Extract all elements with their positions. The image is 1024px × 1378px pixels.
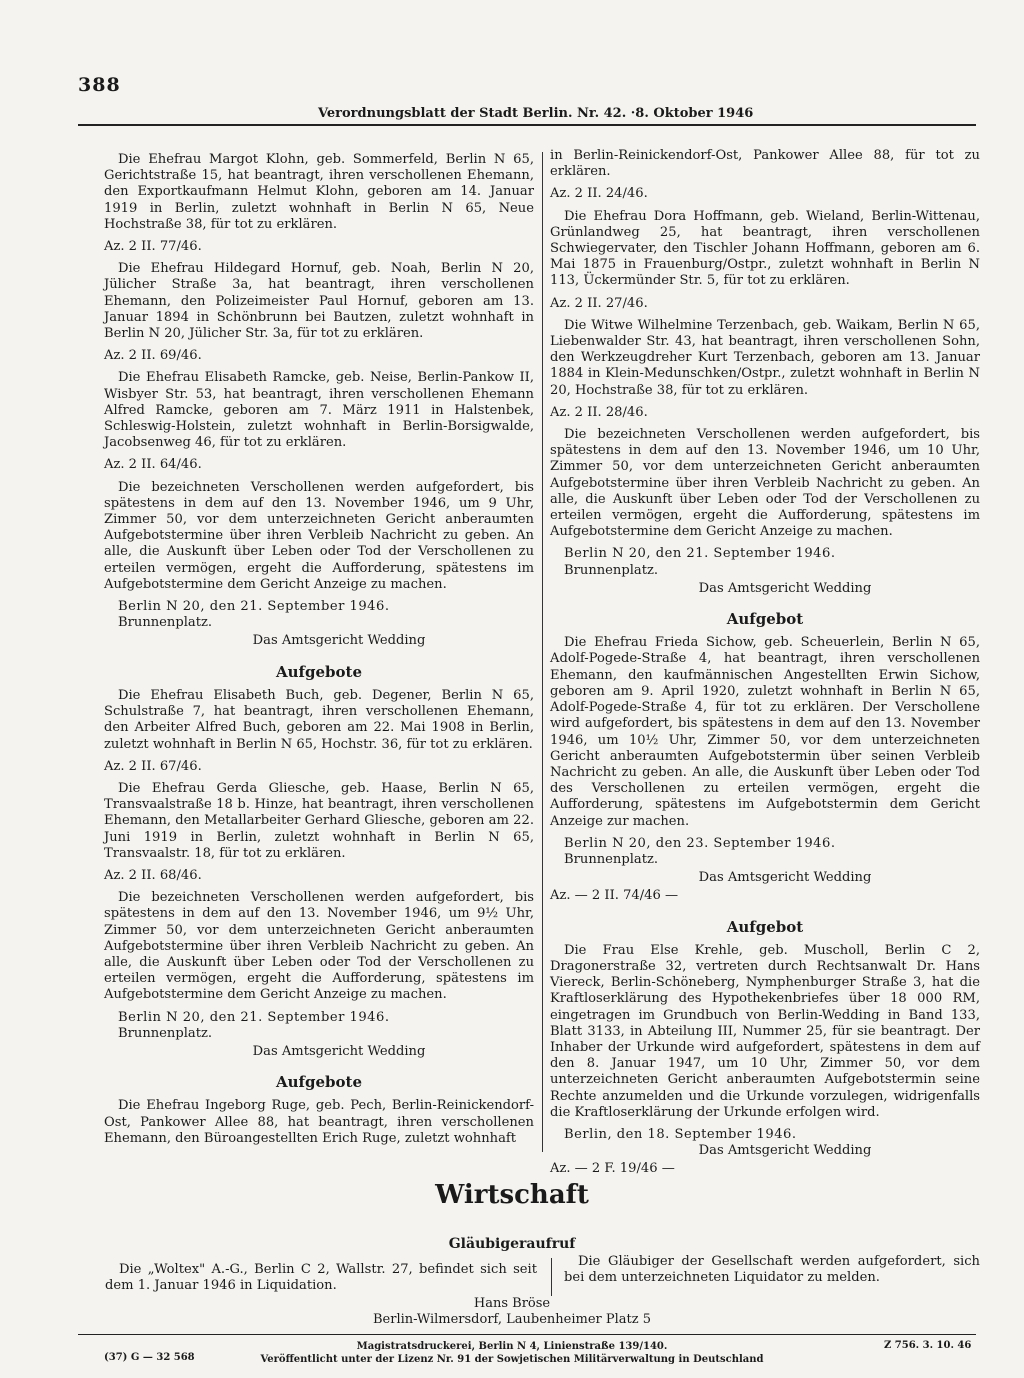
- footer-printer: Magistratsdruckerei, Berlin N 4, Linienstraße 139/140.: [356, 1341, 668, 1352]
- notice-krehle: Die Frau Else Krehle, geb. Muscholl, Berlin C 2, Dragonerstraße 32, vertreten durch Rechtsanwalt Dr. Hans Viereck, Berlin-Schöneberg, Nymphenburger Straße 3, hat die Kraftloserklärung des Hypothekenbriefes über 18 000 RM, eingetragen im Grundbuch von Berlin-Wedding in Band 133, Blatt 3133, in Abteilung III, Nummer 25, für sie beantragt. Der Inhaber der Urkunde wird aufgefordert, spätestens in dem auf den 8. Januar 1947, um 10 Uhr, Zimmer 50, vor dem unterzeichneten Gericht anberaumten Aufgebotstermin seine Rechte anzumelden und die Urkunde vorzulegen, widrigenfalls die Kraftloserklärung der Urkunde erfolgen wird.: [550, 942, 980, 1120]
- case-number: Az. 2 II. 28/46.: [550, 404, 648, 420]
- place-street: Brunnenplatz.: [564, 851, 659, 867]
- court-signature: Das Amtsgericht Wedding: [698, 580, 872, 596]
- woltex-notice-right: Die Gläubiger der Gesellschaft werden aufgefordert, sich bei dem unterzeichneten Liquidator zu melden.: [564, 1254, 980, 1286]
- case-number: Az. 2 II. 27/46.: [550, 295, 648, 311]
- place-street: Brunnenplatz.: [118, 1025, 213, 1041]
- footer-print-date: Z 756. 3. 10. 46: [884, 1340, 972, 1351]
- column-divider: [542, 152, 543, 1152]
- court-signature: Das Amtsgericht Wedding: [698, 1143, 872, 1159]
- running-head: Verordnungsblatt der Stadt Berlin. Nr. 42. ·8. Oktober 1946: [318, 106, 754, 121]
- section-heading: Aufgebote: [276, 1073, 362, 1092]
- header-rule: [78, 124, 976, 126]
- column-divider: [551, 1258, 552, 1296]
- summons-paragraph: Die bezeichneten Verschollenen werden aufgefordert, bis spätestens in dem auf den 13. November 1946, um 10 Uhr, Zimmer 50, vor dem unterzeichneten Gericht anberaumten Aufgebotstermine über ihren Verbleib Nachricht zu geben. An alle, die Auskunft über Leben oder Tod der Verschollenen zu erteilen vermögen, ergeht die Aufforderung, spätestens im Aufgebotstermine dem Gericht Anzeige zu machen.: [550, 427, 980, 540]
- footer-license: Veröffentlicht unter der Lizenz Nr. 91 der Sowjetischen Militärverwaltung in Deutschland: [260, 1354, 764, 1365]
- sub-title-glaeubigeraufruf: Gläubigeraufruf: [448, 1236, 576, 1252]
- page-number: 388: [78, 74, 121, 96]
- case-number: Az. 2 II. 77/46.: [104, 239, 202, 255]
- left-column: [104, 152, 534, 1153]
- section-heading: Aufgebot: [726, 610, 804, 629]
- case-number: Az. — 2 F. 19/46 —: [550, 1161, 675, 1177]
- woltex-notice-left: Die „Woltex" A.-G., Berlin C 2, Wallstr. 27, befindet sich seit dem 1. Januar 1946 in Liquidation.: [105, 1262, 537, 1294]
- footer-code: (37) G — 32 568: [104, 1352, 195, 1363]
- summons-paragraph: Die bezeichneten Verschollenen werden aufgefordert, bis spätestens in dem auf den 13. November 1946, um 9 Uhr, Zimmer 50, vor dem unterzeichneten Gericht anberaumten Aufgebotstermine über ihren Verbleib Nachricht zu geben. An alle, die Auskunft über Leben oder Tod der Verschollenen zu erteilen vermögen, ergeht die Aufforderung, spätestens im Aufgebotstermine dem Gericht Anzeige zu machen.: [104, 479, 534, 592]
- place-date: Berlin N 20, den 21. September 1946.: [118, 1009, 390, 1025]
- court-signature: Das Amtsgericht Wedding: [252, 633, 426, 649]
- notice-hoffmann: Die Ehefrau Dora Hoffmann, geb. Wieland, Berlin-Wittenau, Grünlandweg 25, hat beantragt, ihren verschollenen Schwiegervater, den Tischler Johann Hoffmann, geboren am 6. Mai 1875 in Frauenburg/Ostpr., zuletzt wohnhaft in Berlin N 113, Ückermünder Str. 5, für tot zu erklären.: [550, 208, 980, 289]
- court-signature: Das Amtsgericht Wedding: [698, 870, 872, 886]
- notice-hornuf: Die Ehefrau Hildegard Hornuf, geb. Noah, Berlin N 20, Jülicher Straße 3a, hat beantragt, ihren verschollenen Ehemann, den Polizeimeister Paul Hornuf, geboren am 13. Januar 1894 in Schönbrunn bei Bautzen, zuletzt wohnhaft in Berlin N 20, Jülicher Str. 3a, für tot zu erklären.: [104, 261, 534, 342]
- place-street: Brunnenplatz.: [564, 562, 659, 578]
- case-number: Az. — 2 II. 74/46 —: [550, 888, 679, 904]
- case-number: Az. 2 II. 64/46.: [104, 457, 202, 473]
- case-number: Az. 2 II. 69/46.: [104, 348, 202, 364]
- case-number: Az. 2 II. 24/46.: [550, 186, 648, 202]
- notice-terzenbach: Die Witwe Wilhelmine Terzenbach, geb. Waikam, Berlin N 65, Liebenwalder Str. 43, hat beantragt, ihren verschollenen Sohn, den Werkzeugdreher Kurt Terzenbach, geboren am 13. Januar 1884 in Klein-Medunschken/Ostpr., zuletzt wohnhaft in Berlin N 20, Hochstraße 38, für tot zu erklären.: [550, 317, 980, 398]
- right-column: [550, 148, 980, 1184]
- section-heading: Aufgebot: [726, 917, 804, 936]
- place-date: Berlin N 20, den 23. September 1946.: [564, 835, 836, 851]
- court-signature: Das Amtsgericht Wedding: [252, 1043, 426, 1059]
- place-date: Berlin N 20, den 21. September 1946.: [118, 599, 390, 615]
- case-number: Az. 2 II. 68/46.: [104, 867, 202, 883]
- liquidator-address: Berlin-Wilmersdorf, Laubenheimer Platz 5: [372, 1312, 652, 1327]
- footer-rule: [78, 1334, 976, 1335]
- case-number: Az. 2 II. 67/46.: [104, 758, 202, 774]
- section-title-wirtschaft: Wirtschaft: [435, 1180, 589, 1210]
- liquidator-name: Hans Bröse: [473, 1296, 551, 1311]
- notice-gliesche: Die Ehefrau Gerda Gliesche, geb. Haase, Berlin N 65, Transvaalstraße 18 b. Hinze, hat beantragt, ihren verschollenen Ehemann, den Metallarbeiter Gerhard Gliesche, geboren am 22. Juni 1919 in Berlin, zuletzt wohnhaft in Berlin N 65, Transvaalstr. 18, für tot zu erklären.: [104, 780, 534, 861]
- place-date: Berlin N 20, den 21. September 1946.: [564, 546, 836, 562]
- place-date: Berlin, den 18. September 1946.: [564, 1126, 797, 1142]
- section-heading: Aufgebote: [276, 662, 362, 681]
- place-street: Brunnenplatz.: [118, 615, 213, 631]
- notice-ruge-continued: in Berlin-Reinickendorf-Ost, Pankower Allee 88, für tot zu erklären.: [550, 148, 980, 180]
- notice-ramcke: Die Ehefrau Elisabeth Ramcke, geb. Neise, Berlin-Pankow II, Wisbyer Str. 53, hat beantragt, ihren verschollenen Ehemann Alfred Ramcke, geboren am 7. März 1911 in Halstenbek, Schleswig-Holstein, zuletzt wohnhaft in Berlin-Borsigwalde, Jacobsenweg 46, für tot zu erklären.: [104, 370, 534, 451]
- notice-ruge: Die Ehefrau Ingeborg Ruge, geb. Pech, Berlin-Reinickendorf-Ost, Pankower Allee 88, hat beantragt, ihren verschollenen Ehemann, den Büroangestellten Erich Ruge, zuletzt wohnhaft: [104, 1098, 534, 1146]
- notice-klohn: Die Ehefrau Margot Klohn, geb. Sommerfeld, Berlin N 65, Gerichtstraße 15, hat beantragt, ihren verschollenen Ehemann, den Exportkaufmann Helmut Klohn, geboren am 14. Januar 1919 in Berlin, zuletzt wohnhaft in Berlin N 65, Neue Hochstraße 38, für tot zu erklären.: [104, 152, 534, 232]
- notice-sichow: Die Ehefrau Frieda Sichow, geb. Scheuerlein, Berlin N 65, Adolf-Pogede-Straße 4, hat beantragt, ihren verschollenen Ehemann, den kaufmännischen Angestellten Erwin Sichow, geboren am 9. April 1920, zuletzt wohnhaft in Berlin N 65, Adolf-Pogede-Straße 4, für tot zu erklären. Der Verschollene wird aufgefordert, bis spätestens in dem auf den 13. November 1946, um 10½ Uhr, Zimmer 50, vor dem unterzeichneten Gericht anberaumten Aufgebotstermin über seinen Verbleib Nachricht zu geben. An alle, die Auskunft über Leben oder Tod des Verschollenen zu erteilen vermögen, ergeht die Aufforderung, spätestens im Aufgebotstermin dem Gericht Anzeige zur machen.: [550, 635, 980, 829]
- summons-paragraph: Die bezeichneten Verschollenen werden aufgefordert, bis spätestens in dem auf den 13. November 1946, um 9½ Uhr, Zimmer 50, vor dem unterzeichneten Gericht anberaumten Aufgebotstermine über ihren Verbleib Nachricht zu geben. An alle, die Auskunft über Leben oder Tod der Verschollenen zu erteilen vermögen, ergeht die Aufforderung, spätestens im Aufgebotstermine dem Gericht Anzeige zu machen.: [104, 890, 534, 1003]
- notice-buch: Die Ehefrau Elisabeth Buch, geb. Degener, Berlin N 65, Schulstraße 7, hat beantragt, ihren verschollenen Ehemann, den Arbeiter Alfred Buch, geboren am 22. Mai 1908 in Berlin, zuletzt wohnhaft in Berlin N 65, Hochstr. 36, für tot zu erklären.: [104, 687, 534, 752]
